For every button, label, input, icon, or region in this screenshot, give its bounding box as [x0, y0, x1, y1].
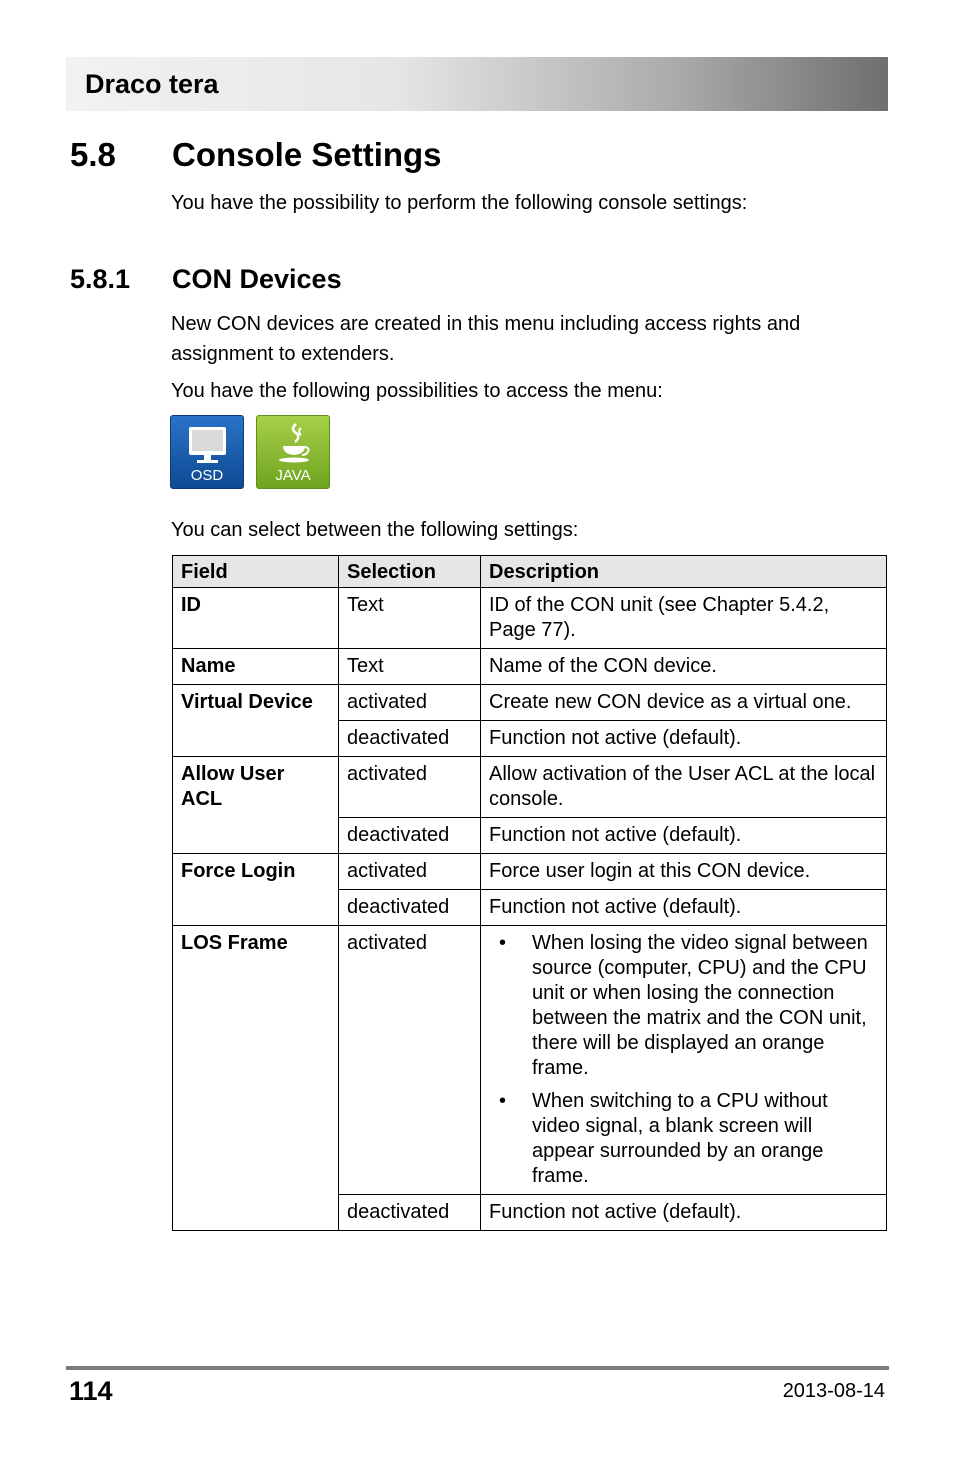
selection-cell: activated [339, 685, 481, 721]
osd-label: OSD [190, 467, 224, 484]
header-bar [66, 57, 888, 111]
section-title: Console Settings [172, 136, 442, 173]
description-cell: Force user login at this CON device. [481, 854, 887, 890]
selection-cell: activated [339, 854, 481, 890]
subsection-para-3: You can select between the following settings: [171, 519, 579, 541]
selection-cell: deactivated [339, 890, 481, 926]
table-header-row [173, 556, 887, 588]
description-cell: Name of the CON device. [481, 649, 887, 685]
description-cell: Function not active (default). [481, 1195, 887, 1231]
subsection-number: 5.8.1 [70, 264, 131, 294]
table-row [173, 588, 887, 649]
selection-cell: deactivated [339, 721, 481, 757]
description-cell: Allow activation of the User ACL at the local console. [481, 757, 887, 818]
osd-access-icon [170, 415, 244, 489]
field-cell: ID [173, 588, 339, 649]
selection-cell: Text [339, 588, 481, 649]
table-row [173, 685, 887, 721]
java-label: JAVA [275, 467, 311, 484]
selection-cell: deactivated [339, 1195, 481, 1231]
bullet-list [489, 931, 878, 1189]
field-cell: Allow User ACL [173, 757, 339, 854]
field-cell: Virtual Device [173, 685, 339, 757]
bullet-item: • When losing the video signal between source (computer, CPU) and the CPU unit or when losing the connection between the matrix and the CON unit, there will be displayed an orange frame. [489, 931, 878, 1081]
subsection-para-1: New CON devices are created in this menu including access rights and assignment to extenders. [171, 313, 801, 365]
section-intro: You have the possibility to perform the following console settings: [171, 192, 748, 214]
table-row [173, 854, 887, 890]
field-cell: Force Login [173, 854, 339, 926]
footer-date: 2013-08-14 [782, 1380, 885, 1402]
header-title: Draco tera [85, 69, 219, 99]
description-cell: Function not active (default). [481, 818, 887, 854]
description-cell: Function not active (default). [481, 721, 887, 757]
field-cell: LOS Frame [173, 926, 339, 1231]
bullet-item: • When switching to a CPU without video signal, a blank screen will appear surrounded by an orange frame. [489, 1089, 878, 1189]
selection-cell: activated [339, 926, 481, 1195]
footer-divider [66, 1366, 889, 1370]
header-field: Field [173, 556, 339, 588]
settings-table [172, 555, 887, 1231]
subsection-para-2: You have the following possibilities to access the menu: [171, 380, 663, 402]
section-number: 5.8 [70, 136, 116, 173]
table-row [173, 649, 887, 685]
field-cell: Name [173, 649, 339, 685]
selection-cell: Text [339, 649, 481, 685]
description-cell: Function not active (default). [481, 890, 887, 926]
java-cup-icon [257, 416, 331, 468]
description-cell: ID of the CON unit (see Chapter 5.4.2, Page 77). [481, 588, 887, 649]
description-cell [481, 926, 887, 1195]
selection-cell: deactivated [339, 818, 481, 854]
monitor-icon [171, 416, 245, 468]
page-number: 114 [69, 1376, 113, 1406]
java-access-icon [256, 415, 330, 489]
table-row [173, 757, 887, 818]
subsection-title: CON Devices [172, 264, 342, 294]
description-cell: Create new CON device as a virtual one. [481, 685, 887, 721]
selection-cell: activated [339, 757, 481, 818]
table-row [173, 926, 887, 1195]
header-description: Description [481, 556, 887, 588]
header-selection: Selection [339, 556, 481, 588]
